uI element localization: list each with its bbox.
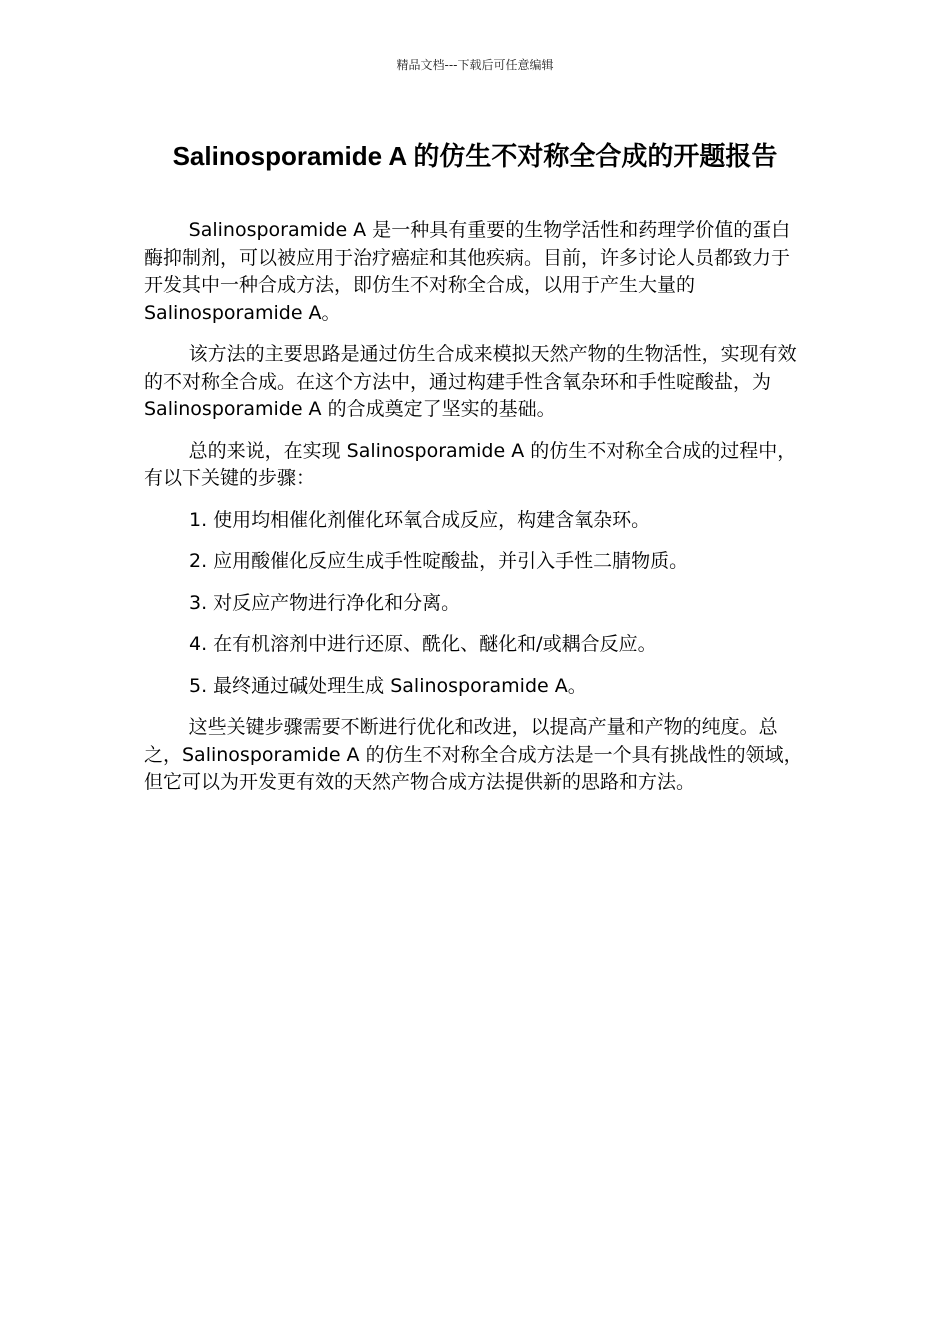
step-item: 1. 使用均相催化剂催化环氧合成反应，构建含氧杂环。 (189, 508, 651, 531)
step-item: 2. 应用酸催化反应生成手性啶酸盐，并引入手性二腈物质。 (189, 550, 689, 572)
paragraph-method: 该方法的主要思路是通过仿生合成来模拟天然产物的生物活性，实现有效的不对称全合成。在这个方法中，通过构建手性含氧杂环和手性啶酸盐，为 Salinosporamide A 的合成奠定了坚实的基础。 (144, 343, 797, 420)
header-note: 精品文档---下载后可任意编辑 (396, 58, 554, 72)
step-item: 4. 在有机溶剂中进行还原、酰化、醚化和/或耦合反应。 (189, 633, 657, 655)
paragraph-intro: Salinosporamide A 是一种具有重要的生物学活性和药理学价值的蛋白酶抑制剂，可以被应用于治疗癌症和其他疾病。目前，许多讨论人员都致力于开发其中一种合成方法，即仿生不对称全合成，以用于产生大量的 Salinosporamide A。 (144, 219, 791, 324)
paragraph-steps-intro: 总的来说，在实现 Salinosporamide A 的仿生不对称全合成的过程中，有以下关键的步骤： (144, 439, 797, 489)
steps-list (144, 507, 806, 701)
step-item: 3. 对反应产物进行净化和分离。 (189, 591, 461, 614)
step-item: 5. 最终通过碱处理生成 Salinosporamide A。 (189, 674, 587, 697)
document-title: Salinosporamide A 的仿生不对称全合成的开题报告 (172, 141, 778, 171)
paragraph-conclusion: 这些关键步骤需要不断进行优化和改进，以提高产量和产物的纯度。总之，Salinosporamide A 的仿生不对称全合成方法是一个具有挑战性的领域，但它可以为开发更有效的天然产物合成方法提供新的思路和方法。 (144, 716, 803, 793)
document-body (144, 217, 806, 811)
